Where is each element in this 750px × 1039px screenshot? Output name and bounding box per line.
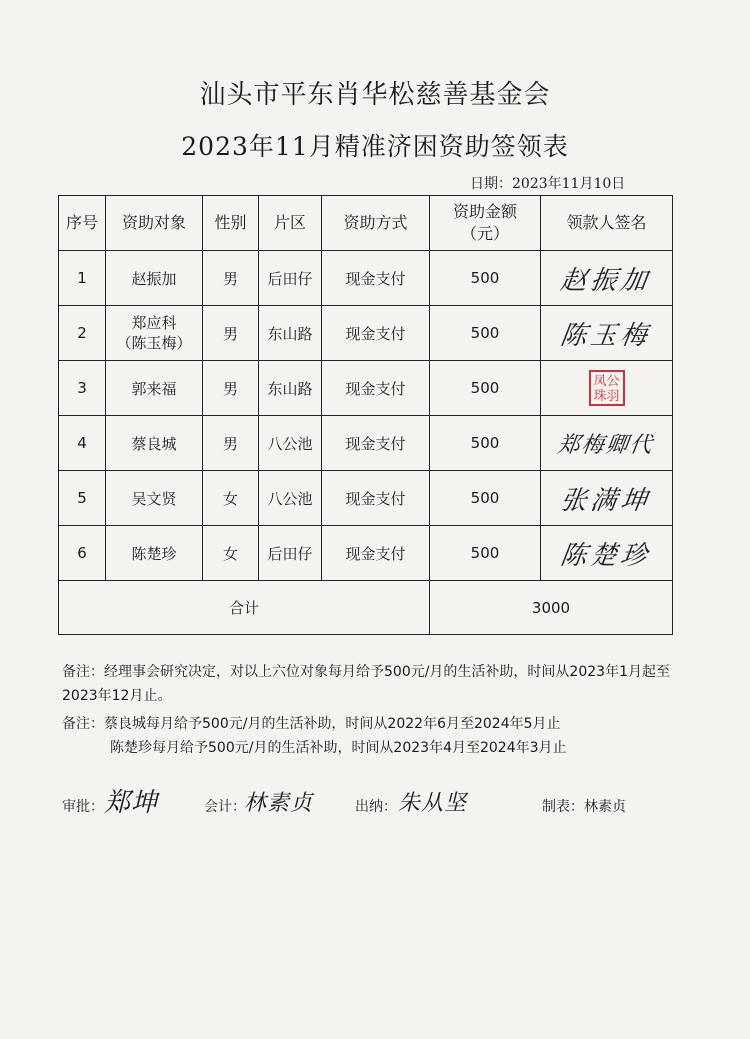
- cashier-signature: 朱从坚: [398, 791, 468, 816]
- area: 东山路: [259, 361, 322, 416]
- recipient-name: 陈楚珍: [106, 526, 203, 581]
- header-cell: 片区: [259, 196, 322, 251]
- date-label: 日期：: [470, 176, 512, 192]
- amount: 500: [430, 471, 541, 526]
- approve-label: 审批：: [62, 799, 104, 815]
- amount: 500: [430, 526, 541, 581]
- signature-cell: [541, 471, 673, 526]
- handwritten-signature: 陈楚珍: [559, 540, 654, 571]
- payment-method: 现金支付: [322, 526, 430, 581]
- gender: 男: [203, 361, 259, 416]
- header-cell: 序号: [59, 196, 106, 251]
- preparer-label: 制表：: [542, 799, 584, 815]
- recipient-name: 郑应科: [131, 314, 177, 332]
- gender: 女: [203, 471, 259, 526]
- table-row: [59, 251, 673, 306]
- total-value: 3000: [430, 581, 673, 635]
- signature-cell: [541, 251, 673, 306]
- handwritten-signature: 郑梅卿代: [556, 432, 656, 458]
- area: 八公池: [259, 416, 322, 471]
- area: 后田仔: [259, 526, 322, 581]
- table-header-row: [59, 196, 673, 251]
- total-label: 合计: [59, 581, 430, 635]
- red-seal-stamp: 凤公 珠羽: [589, 370, 625, 406]
- cashier-label: 出纳：: [355, 799, 397, 815]
- amount: 500: [430, 416, 541, 471]
- payment-method: 现金支付: [322, 416, 430, 471]
- recipient-name: 吴文贤: [106, 471, 203, 526]
- signature-cell: [541, 306, 673, 361]
- gender: 男: [203, 416, 259, 471]
- area: 东山路: [259, 306, 322, 361]
- header-cell: 资助对象: [106, 196, 203, 251]
- remark-2-line-2: 陈楚珍每月给予500元/月的生活补助，时间从2023年4月至2024年3月止: [110, 740, 567, 756]
- recipient-name: 赵振加: [106, 251, 203, 306]
- date-value: 2023年11月10日: [512, 176, 626, 192]
- disbursement-table: [58, 195, 673, 635]
- gender: 女: [203, 526, 259, 581]
- amount: 500: [430, 251, 541, 306]
- payment-method: 现金支付: [322, 361, 430, 416]
- accountant-signature: 林素贞: [244, 791, 314, 816]
- date-line: [470, 173, 625, 193]
- row-number: 6: [59, 526, 106, 581]
- table-row: [59, 471, 673, 526]
- document-title: 汕头市平东肖华松慈善基金会: [199, 80, 551, 110]
- row-number: 3: [59, 361, 106, 416]
- gender: 男: [203, 251, 259, 306]
- gender: 男: [203, 306, 259, 361]
- handwritten-signature: 赵振加: [559, 265, 654, 296]
- payment-method: 现金支付: [322, 251, 430, 306]
- signature-cell: [541, 526, 673, 581]
- document-subtitle: 2023年11月精准济困资助签领表: [181, 132, 569, 161]
- remark-2-line-1: 备注：蔡良城每月给予500元/月的生活补助，时间从2022年6月至2024年5月止: [62, 716, 561, 732]
- payment-method: 现金支付: [322, 471, 430, 526]
- preparer-name: 林素贞: [584, 799, 626, 815]
- approve-signature: 郑坤: [104, 788, 159, 818]
- accountant-label: 会计：: [204, 799, 246, 815]
- table-row: [59, 361, 673, 416]
- header-cell: 性别: [203, 196, 259, 251]
- header-cell: 资助方式: [322, 196, 430, 251]
- recipient-name: 郭来福: [106, 361, 203, 416]
- signature-cell: [541, 416, 673, 471]
- amount: 500: [430, 306, 541, 361]
- row-number: 2: [59, 306, 106, 361]
- handwritten-signature: 陈玉梅: [559, 320, 654, 351]
- recipient-name: 蔡良城: [106, 416, 203, 471]
- row-number: 4: [59, 416, 106, 471]
- table-row: [59, 526, 673, 581]
- payment-method: 现金支付: [322, 306, 430, 361]
- header-cell: 资助金额 （元）: [430, 196, 541, 251]
- table-row: [59, 416, 673, 471]
- amount: 500: [430, 361, 541, 416]
- table-row: [59, 306, 673, 361]
- remark-1: 备注：经理事会研究决定，对以上六位对象每月给予500元/月的生活补助，时间从2023年1月起至2023年12月止。: [62, 664, 670, 704]
- approval-footer: [62, 790, 702, 830]
- remark-2: [62, 712, 682, 760]
- total-row: [59, 581, 673, 635]
- area: 后田仔: [259, 251, 322, 306]
- area: 八公池: [259, 471, 322, 526]
- signature-cell: [541, 361, 673, 416]
- recipient-name-note: （陈玉梅）: [116, 334, 192, 352]
- recipient-name-cell: [106, 306, 203, 361]
- row-number: 1: [59, 251, 106, 306]
- row-number: 5: [59, 471, 106, 526]
- header-cell: 领款人签名: [541, 196, 673, 251]
- handwritten-signature: 张满坤: [559, 485, 654, 516]
